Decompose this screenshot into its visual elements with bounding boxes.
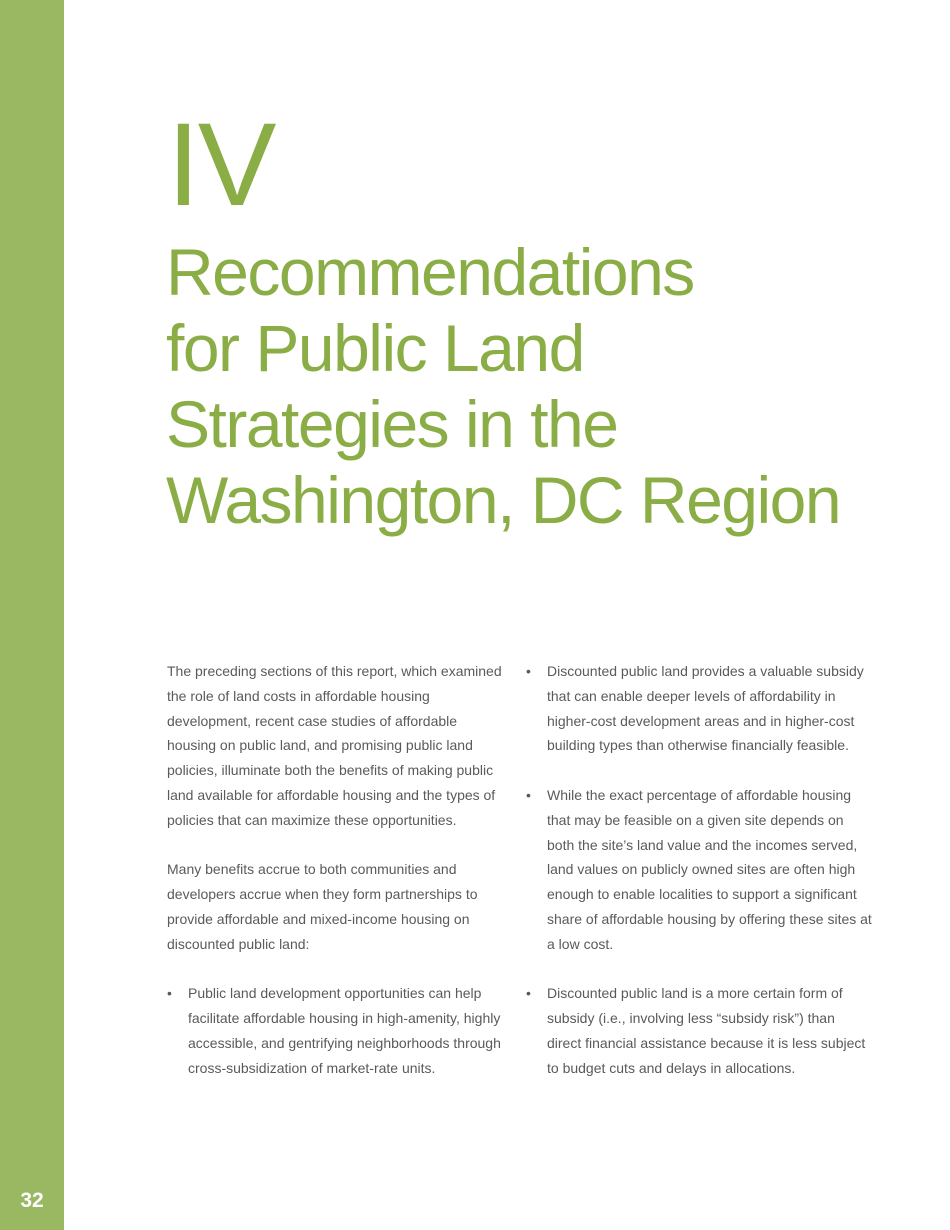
list-item-text: While the exact percentage of affordable housing that may be feasible on a given site depends on both the site’s land value and the incomes served, land values on publicly owned sites are often high enough to enable localities to support a significant share of affordable housing by offering these sites at a low cost. — [547, 786, 872, 952]
list-item — [526, 659, 872, 758]
left-bullet-list — [167, 981, 505, 1080]
list-item-text: Public land development opportunities can help facilitate affordable housing in high-amenity, highly accessible, and gentrifying neighborhoods through cross-subsidization of market-rate units. — [188, 985, 501, 1076]
bullet-glyph: • — [526, 663, 531, 679]
list-item-text: Discounted public land is a more certain form of subsidy (i.e., involving less “subsidy risk”) than direct financial assistance because it is less subject to budget cuts and delays in allocations. — [547, 985, 866, 1076]
bullet-glyph: • — [526, 985, 531, 1002]
chapter-title-line: Washington, DC Region — [166, 463, 841, 537]
list-item — [167, 981, 505, 1080]
left-column — [167, 659, 505, 1105]
page-number: 32 — [20, 1189, 44, 1212]
chapter-title-line: for Public Land — [166, 311, 584, 385]
right-column — [526, 659, 872, 1105]
bullet-glyph: • — [167, 985, 172, 1002]
list-item — [526, 783, 872, 957]
right-bullet-list — [526, 659, 872, 1081]
chapter-numeral: IV — [167, 99, 275, 231]
bullet-glyph: • — [526, 786, 531, 803]
chapter-title-line: Recommendations — [166, 235, 694, 309]
list-item — [526, 981, 872, 1080]
benefits-paragraph: Many benefits accrue to both communities and developers accrue when they form partnerships to provide affordable and mixed-income housing on discounted public land: — [167, 861, 478, 952]
list-item-text: Discounted public land provides a valuable subsidy that can enable deeper levels of affordability in higher-cost development areas and in higher-cost building types than otherwise financially feasible. — [547, 663, 864, 754]
page-sidebar — [0, 0, 64, 1230]
chapter-title-line: Strategies in the — [166, 387, 618, 461]
chapter-title — [166, 234, 926, 538]
intro-paragraph: The preceding sections of this report, which examined the role of land costs in affordable housing development, recent case studies of affordable housing on public land, and promising public land policies, illuminate both the benefits of making public land available for affordable housing and the types of policies that can maximize these opportunities. — [167, 663, 502, 828]
